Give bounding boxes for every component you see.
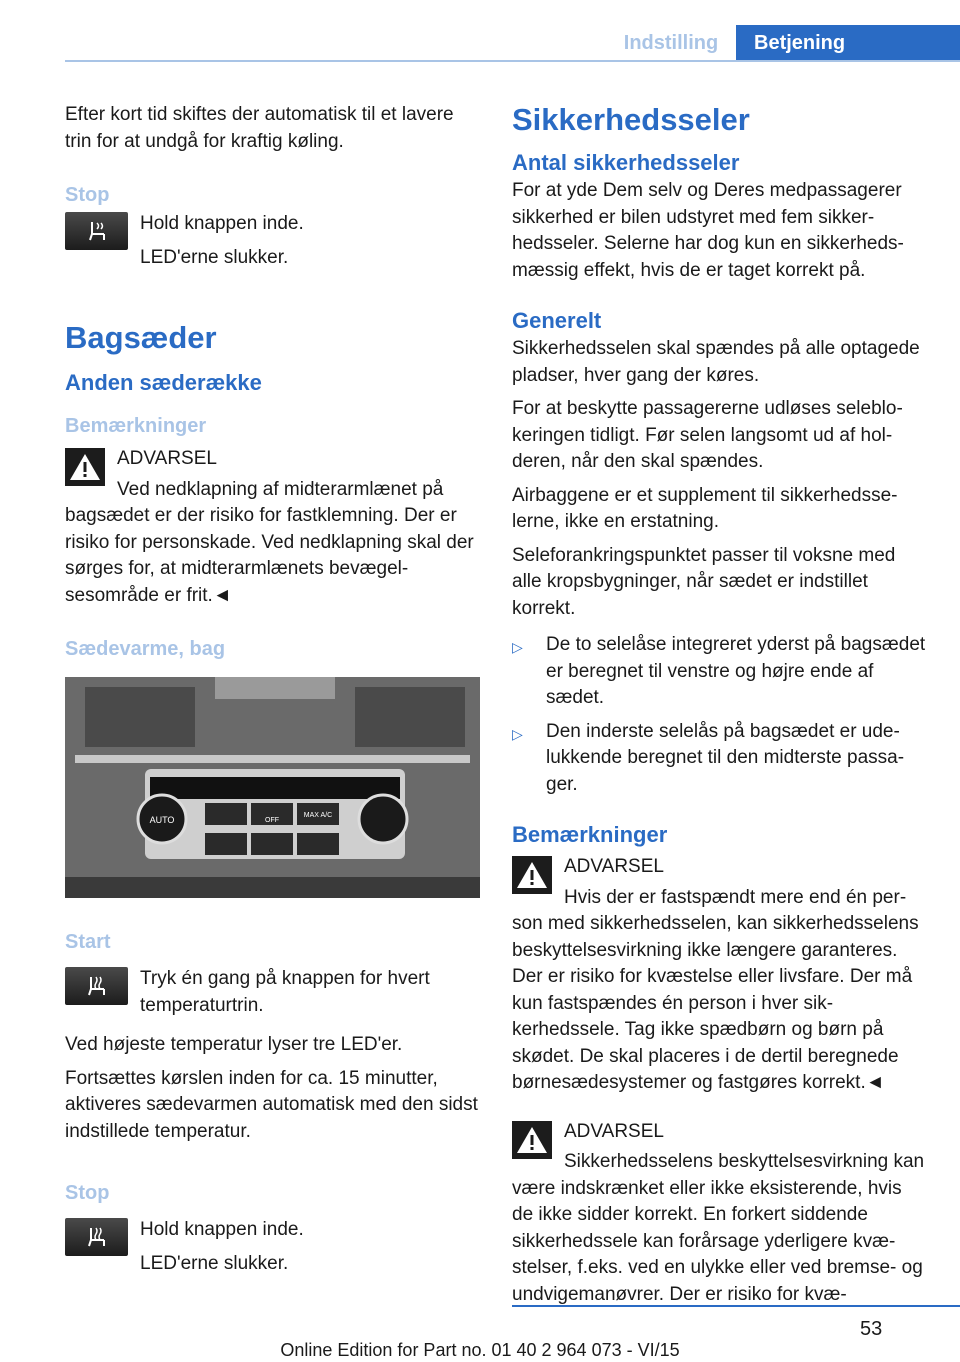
seat-heating-button-icon-2 (65, 1218, 128, 1256)
subsection-generelt: Generelt (512, 308, 602, 333)
tab-betjening[interactable]: Betjening (736, 25, 960, 61)
right-column (512, 100, 927, 1308)
subsection-antal: Antal sikkerhedsseler (512, 150, 740, 175)
rear-climate-panel-image (65, 677, 480, 898)
stop-heading: Stop (65, 184, 110, 206)
footer-edition: Online Edition for Part no. 01 40 2 964 073 - VI/15 (280, 1340, 680, 1360)
warning-label: ADVARSEL (117, 448, 217, 469)
notes-heading: Bemærkninger (65, 415, 207, 437)
stop-line-1: Hold knappen inde. (140, 213, 304, 234)
page-number: 53 (860, 1318, 883, 1340)
stop2-line-1: Hold knappen inde. (140, 1219, 304, 1240)
start-heading: Start (65, 931, 111, 953)
notes-heading-right: Bemærkninger (512, 822, 668, 847)
stop-instruction (65, 211, 480, 278)
paragraph-antal: For at yde Dem selv og Deres medpassagerer sikkerhed er bilen udstyret med fem sikkerhedsseler. Selerne har dog kun en sikkerhedsmæssig effekt, hvis de er taget korrekt på. (512, 180, 904, 281)
fig-max-label: MAX A/C (303, 812, 333, 819)
warning-1-label: ADVARSEL (564, 856, 664, 877)
seat-heating-button-icon (65, 967, 128, 1005)
subsection-title: Anden sæderække (65, 370, 262, 395)
section-title-sikkerhedsseler: Sikkerhedsseler (512, 102, 750, 137)
bullet-text-2: Den inderste selelås på bagsædet er udelukkende beregnet til den midterste passager. (546, 720, 905, 795)
stop-line-2: LED'erne slukker. (140, 246, 289, 268)
paragraph-generelt-4: Seleforankringspunktet passer til voksne med alle kropsbygninger, når sædet er indstillet korrekt. (512, 544, 896, 619)
bullet-text-1: De to selelåse integreret yderst på bagsædet er beregnet til venstre og højre ende af sædet. (546, 634, 926, 708)
warning-block-2 (512, 1119, 927, 1309)
warning-1-text: Hvis der er fastspændt mere end én person med sikkerhedsselen, kan sikkerhedsselens beskyttelsesvirkning ikke længere garanteres. Der er risiko for kvæstelse eller livsfare. Der må kun fastspændes én person i hver sikkerhedssele. Tag ikke spædbørn og børn på skødet. De skal placeres i de dertil beregnede børnesædesystemer og fastgøres korrekt.◄ (512, 886, 919, 1093)
paragraph-generelt-3: Airbaggene er et supplement til sikkerhedsselerne, ikke en erstatning. (512, 484, 898, 532)
start-instruction (65, 966, 480, 1026)
triangle-bullet-icon: ▷ (512, 725, 523, 742)
intro-paragraph: Efter kort tid skiftes der automatisk til et lavere trin for at undgå for kraftig køling. (65, 104, 454, 152)
warning-block (65, 446, 480, 609)
warning-2-label: ADVARSEL (564, 1120, 664, 1142)
triangle-bullet-icon: ▷ (512, 639, 523, 655)
left-column (65, 102, 480, 1284)
paragraph-continue: Fortsættes kørslen inden for ca. 15 minutter, aktiveres sædevarmen automatisk med den sidst indstillede temperatur. (65, 1067, 478, 1142)
warning-icon (512, 1121, 552, 1159)
warning-icon (512, 856, 552, 894)
header-rule (65, 60, 960, 62)
warning-text: Ved nedklapning af midterarmlænet på bagsædet er der risiko for fastklemning. Der er risiko for personskade. Ved nedklapning skal der sørges for, at midterarmlænets bevægelsesområde er frit.◄ (65, 478, 474, 606)
seat-ventilation-button-icon (65, 212, 128, 250)
warning-block-1 (512, 854, 927, 1097)
list-item (512, 632, 927, 712)
section-title-bagsaeder: Bagsæder (65, 320, 217, 355)
tab-indstilling[interactable]: Indstilling (623, 31, 719, 54)
paragraph-highest-temp: Ved højeste temperatur lyser tre LED'er. (65, 1034, 403, 1055)
start-text: Tryk én gang på knappen for hvert temperaturtrin. (140, 968, 430, 1016)
fig-off-label: OFF (265, 817, 279, 824)
stop2-line-2: LED'erne slukker. (140, 1252, 289, 1274)
list-item (512, 719, 927, 799)
footer-rule (512, 1305, 960, 1307)
warning-icon (65, 448, 105, 486)
stop2-instruction (65, 1217, 480, 1284)
heat-heading: Sædevarme, bag (65, 638, 226, 660)
fig-auto-label: AUTO (149, 815, 175, 825)
paragraph-generelt-1: Sikkerhedsselen skal spændes på alle optagede pladser, hver gang der køres. (512, 338, 920, 386)
stop2-heading: Stop (65, 1182, 110, 1204)
climate-panel-illustration (65, 677, 480, 898)
paragraph-generelt-2: For at beskytte passagererne udløses seleblokeringen tidligt. Før selen langsomt ud af holderen, når den skal spændes. (512, 398, 903, 472)
warning-2-text: Sikkerhedsselens beskyttelsesvirkning kan være indskrænket eller ikke eksisterende, hvis de ikke sidder korrekt. En forkert siddende sikkerhedssele kan forårsage yderligere kvæstelser, f.eks. ved en ulykke eller ved bremse- og undvigemanøvrer. Der er risiko for kvæ- (512, 1151, 925, 1305)
